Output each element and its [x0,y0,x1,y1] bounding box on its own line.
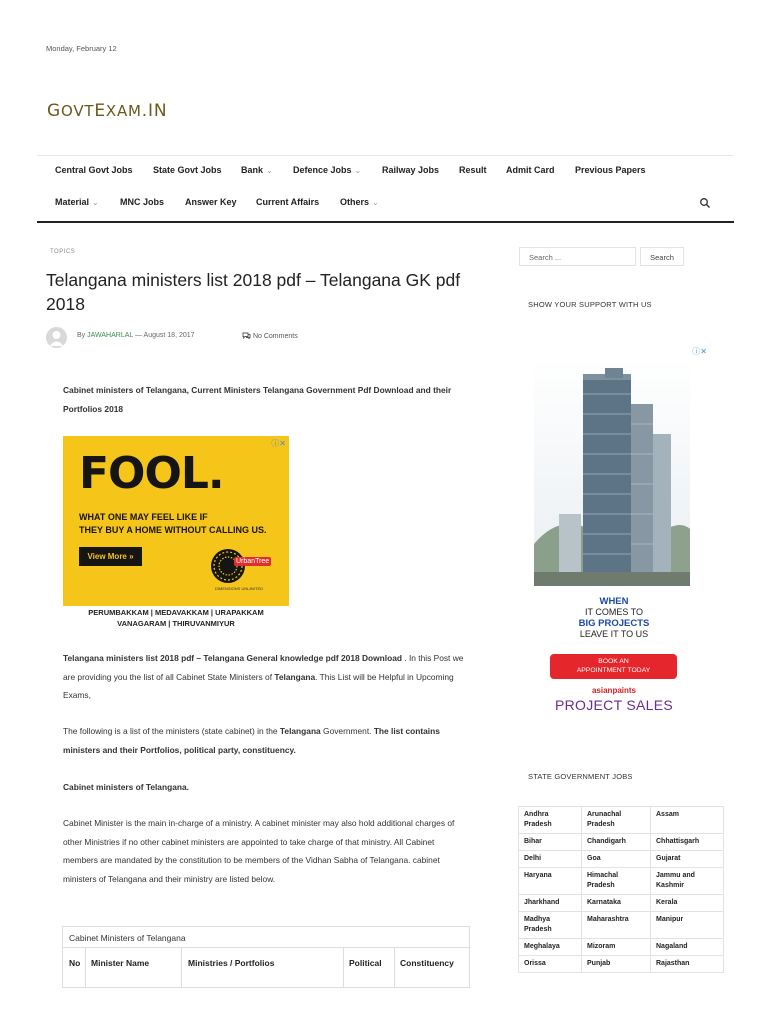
nav-mnc-jobs[interactable]: MNC Jobs [120,197,165,207]
post-byline [77,332,195,339]
state-link[interactable]: Maharashtra [582,912,651,939]
logo-text-ovt: OVT [60,102,95,120]
state-link[interactable]: Chhattisgarh [651,834,724,851]
state-link[interactable]: Jharkhand [519,895,582,912]
ad-brand-subtitle: DIMENSIONS UNLIMITED [215,586,264,591]
nav-material[interactable]: Material ⌄ [55,197,99,207]
col-constituency: Constituency [400,958,454,968]
book-line-1: BOOK AN [598,658,629,665]
state-link[interactable]: Meghalaya [519,939,582,956]
state-link[interactable]: Arunachal Pradesh [582,807,651,834]
state-link[interactable]: Kerala [651,895,724,912]
state-jobs-heading: STATE GOVERNMENT JOBS [528,772,633,781]
adchoices-icon[interactable]: ⓘ✕ [271,439,286,448]
ad-comes-text: IT COMES TO [584,607,643,617]
post-intro: Cabinet ministers of Telangana, Current Ministers Telangana Government Pdf Download and their Portfolios 2018 [63,385,452,414]
logo-letter-g: G [47,101,61,121]
ad-tagline-2: THEY BUY A HOME WITHOUT CALLING US. [79,525,267,535]
sidebar-search-input[interactable]: Search ... [519,247,636,266]
col-divider [181,948,182,988]
state-link[interactable]: Nagaland [651,939,724,956]
state-link[interactable]: Himachal Pradesh [582,868,651,895]
avatar[interactable] [46,327,67,348]
comments-link[interactable] [242,332,298,340]
table-row [519,939,724,956]
urbantree-logo [208,546,270,586]
author-link[interactable]: JAWAHARLAL [87,332,134,339]
ad-project-sales: PROJECT SALES [554,697,673,713]
advertisement-banner[interactable] [63,436,289,606]
table-row [519,807,724,834]
post-paragraph-1 [63,649,471,705]
table-row [519,956,724,973]
state-link[interactable]: Karnataka [582,895,651,912]
state-link[interactable]: Haryana [519,868,582,895]
p1-bold-2: Telangana [274,671,316,682]
adchoices-icon[interactable]: ⓘ✕ [692,347,707,356]
header-date: Monday, February 12 [46,44,117,53]
ad-big-projects-text: BIG PROJECTS [578,618,650,629]
col-divider [394,948,395,988]
state-link[interactable]: Gujarat [651,851,724,868]
sidebar-search-button[interactable]: Search [640,247,684,266]
col-no: No [69,958,81,968]
logo-text-tld: .IN [141,101,168,121]
p1-text: . In this Post we are providing you the list of all Cabinet State Ministers of [63,653,464,682]
state-link[interactable]: Assam [651,807,724,834]
chevron-down-icon: ⌄ [92,198,99,207]
book-line-2: APPOINTMENT TODAY [576,667,651,674]
state-link[interactable]: Punjab [582,956,651,973]
p2-text-2: Government. [320,726,374,736]
ad-tagline-1: WHAT ONE MAY FEEL LIKE IF [79,512,208,522]
chevron-down-icon: ⌄ [266,166,273,175]
ministers-table-header [62,948,470,988]
asianpaints-logo: asianpaints [591,686,636,695]
table-row [519,895,724,912]
post-paragraph-2 [63,722,471,759]
nav-state-govt-jobs[interactable]: State Govt Jobs [153,165,222,175]
byline-dash: — [134,332,142,339]
table-row [519,851,724,868]
post-subheading: Cabinet ministers of Telangana. [63,782,189,792]
chevron-down-icon: ⌄ [354,166,362,175]
nav-bank[interactable]: Bank ⌄ [241,165,273,175]
state-link[interactable]: Andhra Pradesh [519,807,582,834]
nav-others[interactable]: Others ⌄ [340,197,379,207]
ad-locations-1: PERUMBAKKAM | MEDAVAKKAM | URAPAKKAM [88,608,264,617]
ministers-table-caption: Cabinet Ministers of Telangana [62,926,470,948]
nav-admit-card[interactable]: Admit Card [506,165,555,175]
state-link[interactable]: Chandigarh [582,834,651,851]
p2-bold-2: The list contains ministers and their Portfolios, political party, constituency. [63,726,440,755]
nav-railway-jobs[interactable]: Railway Jobs [382,165,440,175]
ad-leave-text: LEAVE IT TO US [579,629,649,639]
user-icon [46,327,67,348]
ad-when-text: WHEN [599,596,629,607]
ad-locations-2: VANAGARAM | THIRUVANMIYUR [117,619,235,628]
main-navigation [37,155,734,223]
state-link[interactable]: Bihar [519,834,582,851]
state-link[interactable]: Delhi [519,851,582,868]
nav-previous-papers[interactable]: Previous Papers [575,165,646,175]
ad-view-more-button[interactable]: View More » [79,547,142,566]
comment-icon [242,332,251,339]
post-paragraph-4: Cabinet Minister is the main in-charge of a ministry. A cabinet minister may also hold additional charges of other Ministries if no other cabinet ministers are appointed to take charge of that ministry. All Cabinet members are mandated by the constitution to be members of the Vidhan Sabha of Telangana. cabinet ministers of Telangana and their ministry are listed below. [63,818,455,884]
state-link[interactable]: Orissa [519,956,582,973]
state-link[interactable]: Goa [582,851,651,868]
state-link[interactable]: Jammu and Kashmir [651,868,724,895]
col-portfolios: Ministries / Portfolios [188,958,275,968]
state-link[interactable]: Rajasthan [651,956,724,973]
col-political: Political [349,958,382,968]
state-link[interactable]: Manipur [651,912,724,939]
site-logo[interactable] [47,101,167,121]
nav-answer-key[interactable]: Answer Key [185,197,237,207]
p2-bold: Telangana [279,726,321,736]
logo-letter-e: E [94,101,106,121]
nav-central-govt-jobs[interactable]: Central Govt Jobs [55,165,133,175]
p2-text: The following is a list of the ministers (state cabinet) in the [63,726,280,736]
search-icon[interactable] [699,197,711,209]
byline-label: By [77,332,86,339]
state-link[interactable]: Mizoram [582,939,651,956]
logo-text-xam: XAM [105,102,142,120]
comments-count: No Comments [252,333,298,340]
ad-headline: FOOL. [79,448,224,499]
table-row [519,912,724,939]
post-title: Telangana ministers list 2018 pdf – Telangana GK pdf 2018 [46,270,461,314]
state-jobs-table [518,806,724,973]
col-minister-name: Minister Name [91,958,150,968]
p1-bold: Telangana ministers list 2018 pdf – Telangana General knowledge pdf 2018 Download [63,653,402,663]
nav-result[interactable]: Result [459,165,487,175]
col-divider [343,948,344,988]
chevron-down-icon: ⌄ [372,198,379,207]
table-row [519,868,724,895]
p1-text-2: . This List will be Helpful in Upcoming Exams, [63,671,454,700]
book-appointment-button[interactable] [550,654,677,679]
ad-brand-name: UrbanTree [236,558,270,565]
col-divider [85,948,86,988]
post-date: August 18, 2017 [143,332,195,339]
state-link[interactable]: Madhya Pradesh [519,912,582,939]
nav-defence-jobs[interactable]: Defence Jobs ⌄ [293,165,362,175]
building-image [519,344,709,589]
sidebar-advertisement[interactable] [519,344,709,736]
support-heading: SHOW YOUR SUPPORT WITH US [528,300,652,309]
table-row [519,834,724,851]
post-category[interactable]: TOPICS [50,249,76,255]
nav-current-affairs[interactable]: Current Affairs [256,197,320,207]
